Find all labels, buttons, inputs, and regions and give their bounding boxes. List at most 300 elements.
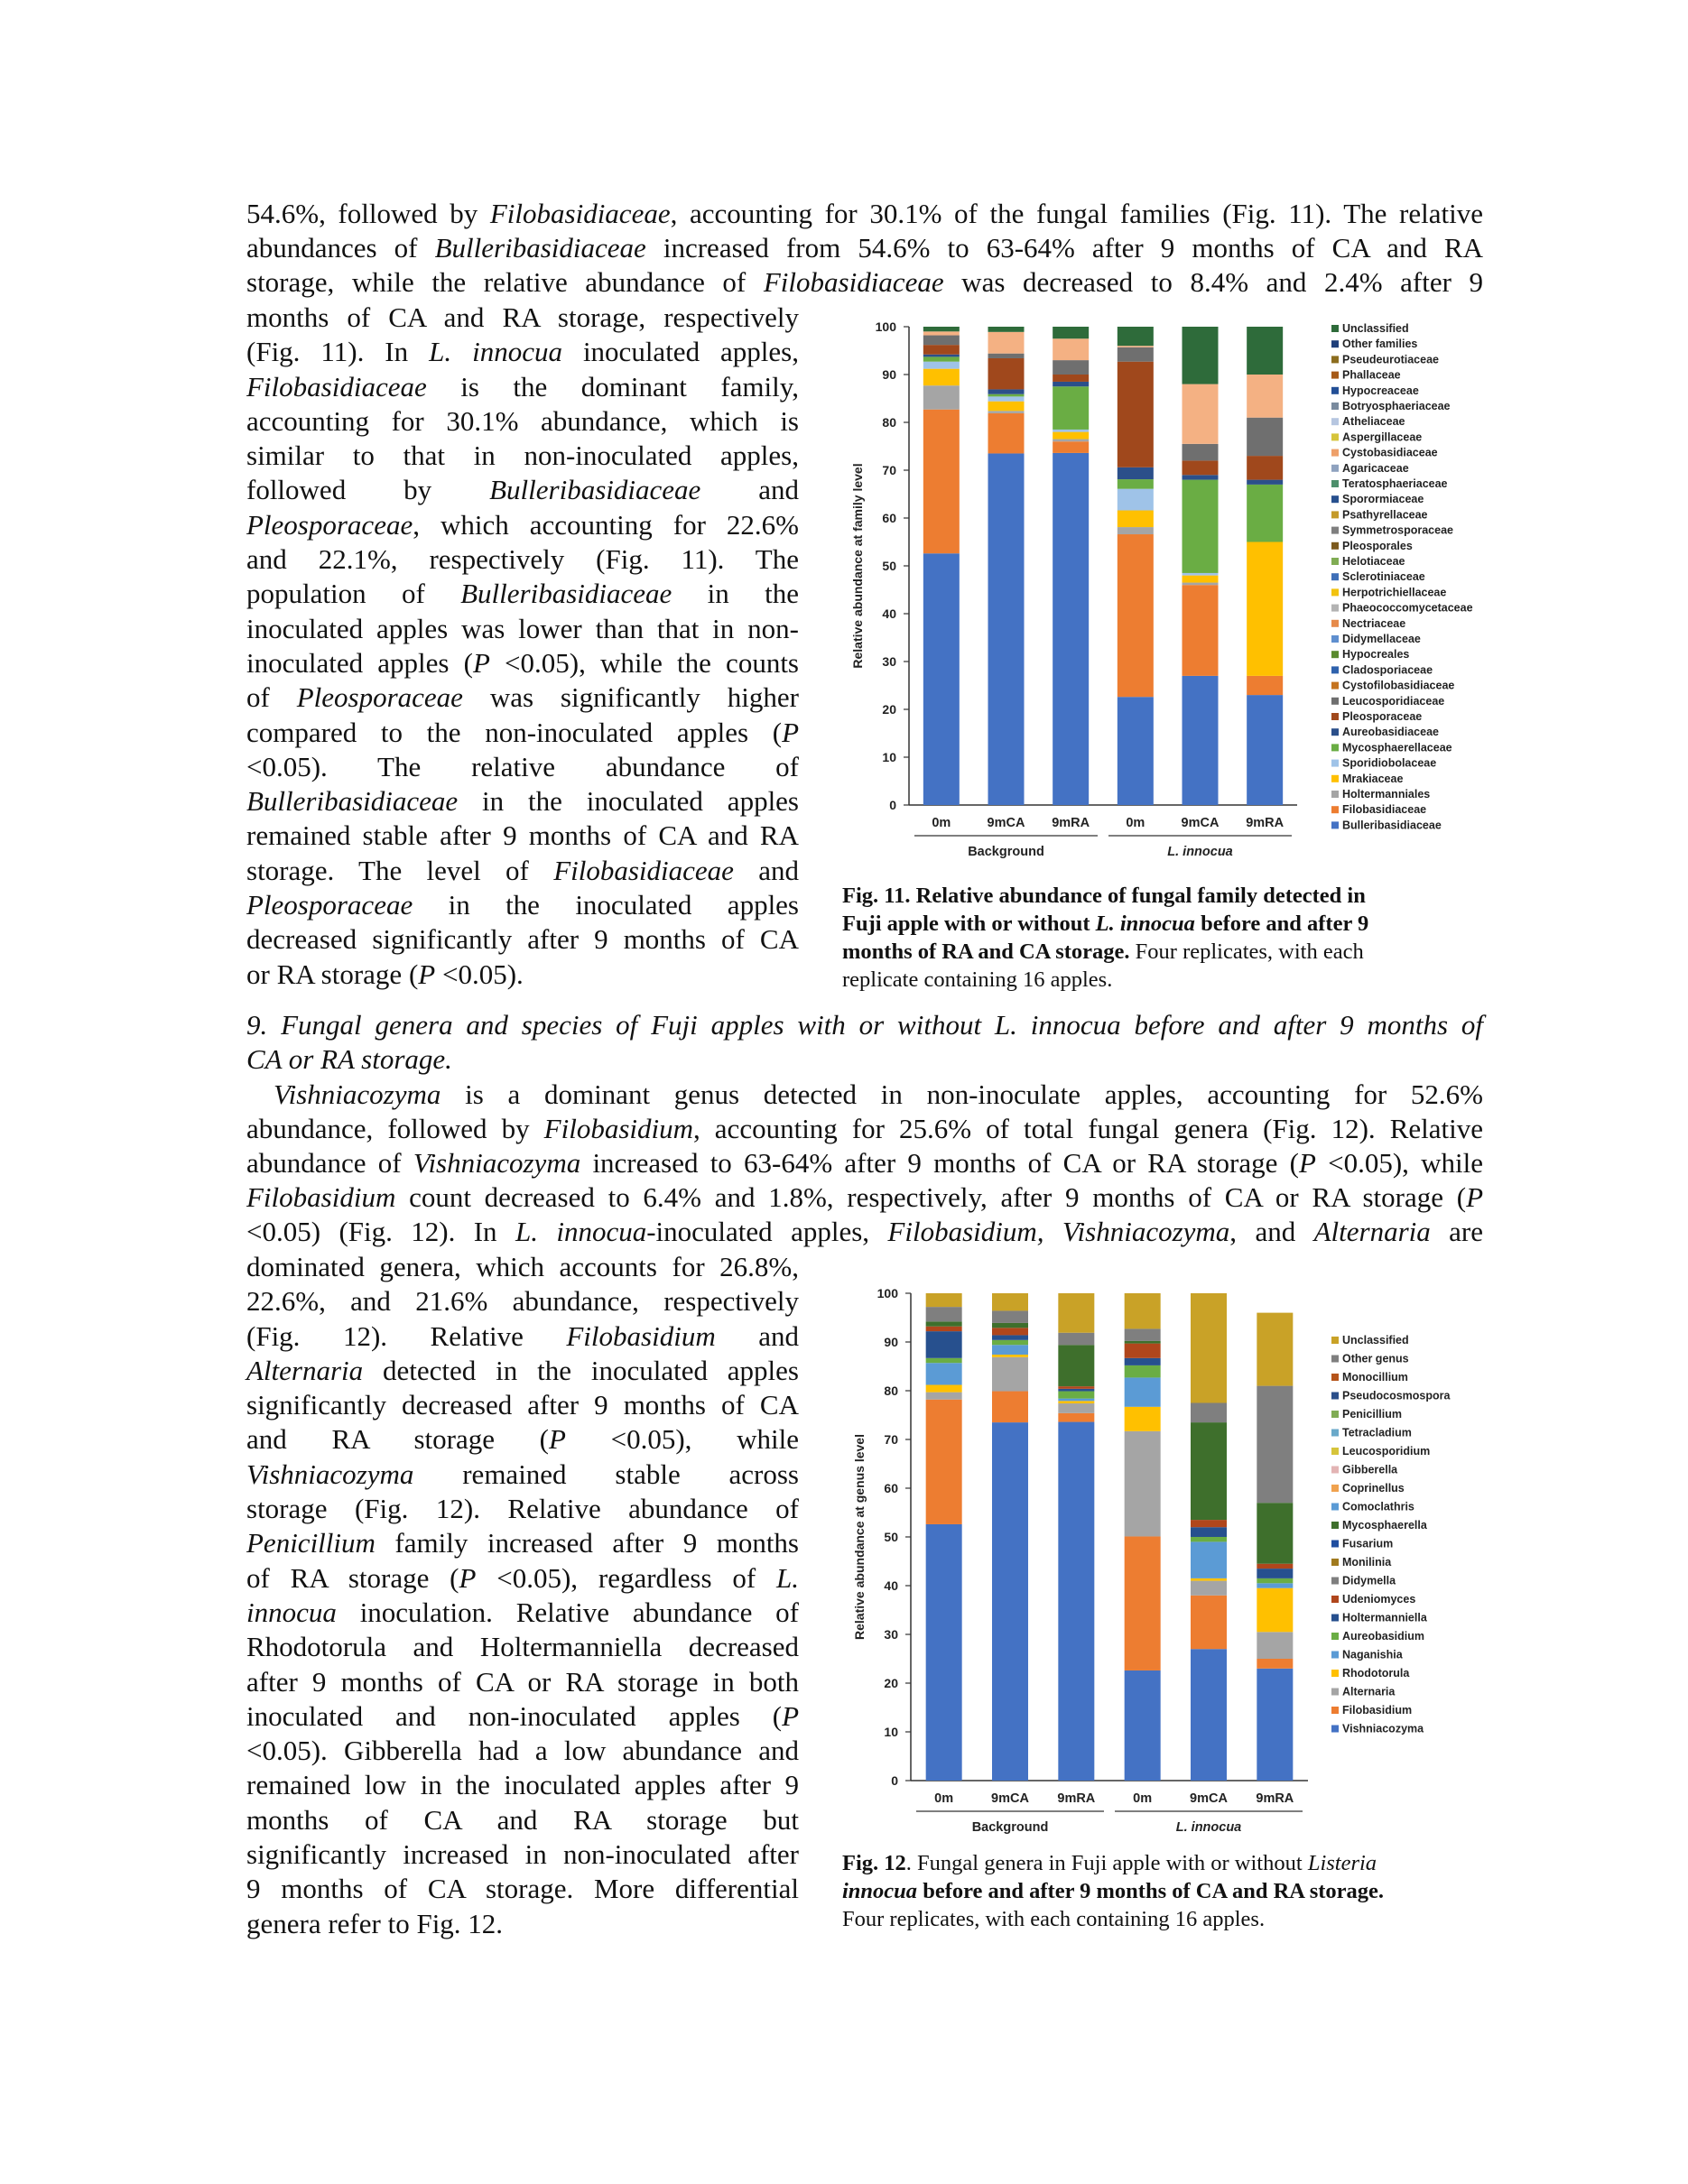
y-tick-label: 0 [889, 798, 896, 812]
bar-segment-holtermanniella [1257, 1569, 1293, 1578]
legend-item: Sporidiobolaceae [1342, 756, 1437, 770]
group-label: Background [968, 845, 1044, 859]
bar-segment-unclassified [1118, 327, 1154, 346]
y-tick-label: 70 [884, 1432, 898, 1447]
bar-segment-unclassified [992, 1293, 1028, 1310]
bar-segment-naganishia [926, 1363, 962, 1384]
legend-swatch [1331, 1411, 1339, 1418]
bar-segment-nectriaceae [1183, 384, 1219, 444]
legend-swatch [1331, 713, 1339, 720]
bar-segment-holtermanniella [1058, 1389, 1094, 1392]
y-tick-label: 20 [884, 1676, 898, 1690]
y-tick-label: 0 [891, 1773, 898, 1788]
text-line: significantly increased in non-inoculated after [246, 1838, 799, 1871]
legend-swatch [1331, 698, 1339, 705]
legend-item: Vishniacozyma [1342, 1722, 1424, 1735]
text-line: 22.6%, and 21.6% abundance, respectively [246, 1285, 799, 1318]
bar-segment-mycosphaerellaceae [923, 356, 960, 361]
y-tick-label: 80 [884, 1384, 898, 1398]
legend-item: Pseudocosmospora [1342, 1389, 1451, 1402]
bar-segment-vishniacozyma [926, 1524, 962, 1781]
legend-item: Leucosporidium [1342, 1445, 1431, 1458]
legend-swatch [1331, 760, 1339, 767]
bar-segment-sporidiobolaceae [1183, 573, 1219, 576]
fig12-chart [808, 1259, 1494, 1835]
bar-segment-filobasidium [1058, 1413, 1094, 1422]
legend-item: Alternaria [1342, 1685, 1396, 1698]
text-line: inoculated apples was lower than that in non- [246, 612, 799, 644]
bar-segment-mycosphaerellaceae [1183, 480, 1219, 573]
bar-segment-aureobasidiaceae [1053, 382, 1089, 386]
legend-item: Mrakiaceae [1342, 772, 1404, 785]
x-tick-label: 0m [1126, 816, 1145, 830]
y-tick-label: 50 [884, 1530, 898, 1544]
legend-item: Monilinia [1342, 1556, 1392, 1569]
y-tick-label: 50 [882, 559, 896, 573]
group-label: L. innocua [1175, 1820, 1242, 1835]
y-tick-label: 80 [882, 415, 896, 430]
bar-segment-mycosphaerellaceae [988, 394, 1025, 397]
text-line: remained low in the inoculated apples after 9 [246, 1769, 799, 1801]
bar-segment-pleosporaceae [1183, 460, 1219, 475]
bar-segment-naganishia [1125, 1377, 1161, 1406]
para1-line1: 54.6%, followed by Filobasidiaceae, accounting for 30.1% of the fungal families (Fig. 11). The relative [246, 198, 1483, 229]
group-label: Background [971, 1820, 1049, 1835]
bar-segment-bulleribasidiaceae [1118, 697, 1154, 805]
text-line: Penicillium family increased after 9 months [246, 1527, 799, 1559]
legend-swatch [1331, 1485, 1339, 1492]
bar-segment-aureobasidium [992, 1340, 1028, 1345]
legend-item: Naganishia [1342, 1648, 1403, 1661]
bar-segment-rhodotorula [1191, 1578, 1227, 1581]
bar-segment-udeniomyces [992, 1328, 1028, 1335]
legend-swatch [1331, 791, 1339, 798]
legend-swatch [1331, 1430, 1339, 1437]
bar-segment-bulleribasidiaceae [923, 553, 960, 805]
bar-segment-filobasidiaceae [1247, 676, 1283, 695]
bar-segment-aureobasidiaceae [923, 355, 960, 357]
legend-swatch [1331, 1726, 1339, 1733]
legend-swatch [1331, 1522, 1339, 1529]
legend-item: Didymella [1342, 1574, 1396, 1587]
bar-segment-vishniacozyma [992, 1422, 1028, 1781]
legend-item: Mycosphaerellaceae [1342, 741, 1452, 754]
x-tick-label: 9mRA [1256, 1791, 1294, 1806]
x-tick-label: 9mCA [987, 816, 1025, 830]
legend-swatch [1331, 433, 1339, 440]
legend-item: Coprinellus [1342, 1482, 1405, 1495]
legend-swatch [1331, 1337, 1339, 1344]
bar-segment-mrakiaceae [1247, 542, 1283, 676]
bar-segment-bulleribasidiaceae [988, 453, 1025, 805]
bar-segment-filobasidiaceae [1118, 534, 1154, 697]
text-line: storage (Fig. 12). Relative abundance of [246, 1493, 799, 1525]
bar-segment-vishniacozyma [1058, 1422, 1094, 1781]
legend-item: Fusarium [1342, 1537, 1394, 1550]
fig12-caption: Fig. 12. Fungal genera in Fuji apple with or without Listeria innocua before and after 9 months of CA and RA storage. Four replicates, with each containing 16 apples. [842, 1851, 1385, 1931]
bar-segment-aureobasidiaceae [1247, 480, 1283, 485]
y-tick-label: 30 [884, 1627, 898, 1642]
bar-segment-mrakiaceae [1183, 576, 1219, 583]
bar-segment-aureobasidiaceae [1118, 467, 1154, 479]
bar-segment-mycosphaerella [992, 1323, 1028, 1328]
bar-segment-unclassified [1058, 1293, 1094, 1333]
bar-segment-alternaria [1191, 1581, 1227, 1596]
bar-segment-aureobasidium [1257, 1578, 1293, 1583]
bar-segment-other-families [923, 336, 960, 346]
bar-segment-unclassified [1183, 327, 1219, 384]
legend-swatch [1331, 1356, 1339, 1363]
text-line: inoculated apples (P <0.05), while the counts [246, 646, 799, 679]
bar-segment-holtermanniella [1191, 1527, 1227, 1537]
y-axis-label: Relative abundance at genus level [852, 1434, 867, 1640]
legend-swatch [1331, 1615, 1339, 1622]
legend-item: Holtermanniales [1342, 788, 1431, 800]
bar-segment-holtermanniella [926, 1331, 962, 1358]
bar-segment-rhodotorula [926, 1385, 962, 1393]
legend-item: Comoclathris [1342, 1500, 1414, 1513]
bar-segment-alternaria [1125, 1431, 1161, 1537]
legend-swatch [1331, 635, 1339, 643]
bar-segment-holtermanniales [1053, 440, 1089, 442]
legend-swatch [1331, 588, 1339, 596]
bar-segment-filobasidiaceae [1183, 585, 1219, 676]
bar-segment-rhodotorula [992, 1355, 1028, 1357]
bar-segment-rhodotorula [1125, 1407, 1161, 1431]
x-tick-label: 0m [1133, 1791, 1153, 1806]
bar-segment-other-families [1183, 444, 1219, 461]
legend-swatch [1331, 340, 1339, 347]
legend-item: Rhodotorula [1342, 1667, 1410, 1680]
legend-swatch [1331, 728, 1339, 736]
text-line: accounting for 30.1% abundance, which is [246, 404, 799, 437]
legend-item: Bulleribasidiaceae [1342, 819, 1442, 832]
bar-segment-nectriaceae [988, 332, 1025, 354]
bar-segment-sporidiobolaceae [923, 362, 960, 369]
legend-item: Didymellaceae [1342, 633, 1421, 645]
legend-swatch [1331, 1393, 1339, 1400]
y-tick-label: 10 [884, 1725, 898, 1739]
legend-swatch [1331, 620, 1339, 627]
bar-segment-alternaria [1058, 1403, 1094, 1413]
legend-swatch [1331, 775, 1339, 782]
bar-segment-other-genus [926, 1307, 962, 1321]
bar-segment-filobasidium [1125, 1536, 1161, 1670]
bar-segment-udeniomyces [1191, 1520, 1227, 1527]
text-line: (Fig. 11). In L. innocua inoculated apples, [246, 336, 799, 368]
text-line: after 9 months of CA or RA storage in both [246, 1665, 799, 1698]
bar-segment-unclassified [1053, 327, 1089, 338]
bar-segment-other-genus [1125, 1328, 1161, 1341]
bar-segment-mycosphaerella [1191, 1422, 1227, 1520]
legend-item: Cladosporiaceae [1342, 663, 1433, 677]
para1-column [246, 301, 799, 992]
bar-segment-sporidiobolaceae [1118, 489, 1154, 511]
text-line: Vishniacozyma remained stable across [246, 1458, 799, 1490]
legend-item: Hypocreaceae [1342, 384, 1419, 397]
legend-swatch [1331, 1374, 1339, 1381]
legend-swatch [1331, 1504, 1339, 1511]
text-line: and 22.1%, respectively (Fig. 11). The [246, 543, 799, 576]
bar-segment-rhodotorula [1257, 1588, 1293, 1633]
legend-item: Leucosporidiaceae [1342, 694, 1445, 708]
x-tick-label: 0m [934, 1791, 954, 1806]
bar-segment-mycosphaerella [926, 1321, 962, 1326]
legend-item: Phaeococcomycetaceae [1342, 601, 1473, 615]
y-tick-label: 30 [882, 654, 896, 669]
bar-segment-holtermanniales [988, 411, 1025, 413]
bar-segment-filobasidium [1257, 1659, 1293, 1669]
bar-segment-other-families [1053, 360, 1089, 375]
bar-segment-nectriaceae [1053, 338, 1089, 360]
legend-item: Atheliaceae [1342, 415, 1405, 429]
text-line: storage. The level of Filobasidiaceae and [246, 854, 799, 886]
bar-segment-udeniomyces [1058, 1386, 1094, 1389]
text-line: dominated genera, which accounts for 26.8%, [246, 1251, 799, 1282]
x-tick-label: 9mCA [1190, 1791, 1228, 1806]
bar-segment-filobasidiaceae [1053, 441, 1089, 453]
legend-swatch [1331, 1467, 1339, 1474]
y-tick-label: 60 [884, 1481, 898, 1495]
y-tick-label: 40 [884, 1578, 898, 1593]
fig11-caption: Fig. 11. Relative abundance of fungal family detected in Fuji apple with or without L. innocua before and after 9 months of RA and CA storage. Four replicates, with each replicate containing 16 apples. [842, 884, 1369, 992]
fig11-chart [808, 307, 1494, 866]
legend-item: Symmetrosporaceae [1342, 523, 1453, 537]
legend-item: Sporormiaceae [1342, 493, 1424, 506]
bar-segment-mycosphaerellaceae [1247, 485, 1283, 542]
text-line: decreased significantly after 9 months of CA [246, 923, 799, 956]
para2-line4: Filobasidium count decreased to 6.4% and 1.8%, respectively, after 9 months of CA or RA storage (P [246, 1181, 1483, 1213]
text-line: Alternaria detected in the inoculated apples [246, 1354, 799, 1386]
legend-swatch [1331, 821, 1339, 828]
bar-segment-aureobasidium [926, 1358, 962, 1363]
bar-segment-vishniacozyma [1191, 1649, 1227, 1781]
legend-swatch [1331, 1670, 1339, 1677]
bar-segment-other-genus [992, 1310, 1028, 1323]
text-line: of RA storage (P <0.05), regardless of L. [246, 1561, 799, 1594]
legend-swatch [1331, 511, 1339, 518]
bar-segment-nectriaceae [1247, 375, 1283, 418]
group-label: L. innocua [1167, 845, 1233, 859]
text-line: compared to the non-inoculated apples (P [246, 716, 799, 748]
text-line: innocua inoculation. Relative abundance of [246, 1596, 799, 1628]
bar-segment-aureobasidium [1125, 1365, 1161, 1378]
text-line: similar to that in non-inoculated apples, [246, 440, 799, 472]
text-line: Rhodotorula and Holtermanniella decreased [246, 1631, 799, 1663]
legend-item: Unclassified [1342, 1334, 1409, 1346]
bar-segment-udeniomyces [1257, 1564, 1293, 1569]
legend-swatch [1331, 495, 1339, 503]
legend-item: Gibberella [1342, 1463, 1398, 1476]
text-line: inoculated and non-inoculated apples (P [246, 1699, 799, 1732]
legend-swatch [1331, 356, 1339, 363]
legend-item: Mycosphaerella [1342, 1519, 1427, 1532]
legend-swatch [1331, 1596, 1339, 1603]
bar-segment-bulleribasidiaceae [1183, 676, 1219, 805]
legend-swatch [1331, 666, 1339, 673]
text-line: 9 months of CA storage. More differential [246, 1873, 799, 1905]
bar-segment-mrakiaceae [1118, 511, 1154, 528]
legend-item: Monocillium [1342, 1371, 1408, 1384]
legend-item: Udeniomyces [1342, 1593, 1416, 1606]
bar-segment-aureobasidium [1058, 1392, 1094, 1399]
text-line: <0.05). Gibberella had a low abundance and [246, 1735, 799, 1767]
bar-segment-pleosporaceae [1053, 375, 1089, 382]
legend-swatch [1331, 387, 1339, 394]
bar-segment-other-families [988, 354, 1025, 358]
text-line: months of CA and RA storage, respectively [246, 301, 799, 333]
bar-segment-alternaria [926, 1393, 962, 1400]
bar-segment-aureobasidium [1191, 1537, 1227, 1541]
legend-swatch [1331, 527, 1339, 534]
legend-swatch [1331, 682, 1339, 689]
bar-segment-holtermanniales [1183, 583, 1219, 586]
legend-swatch [1331, 418, 1339, 425]
legend-item: Psathyrellaceae [1342, 508, 1428, 522]
bar-segment-holtermanniella [1125, 1358, 1161, 1365]
legend-swatch [1331, 1633, 1339, 1640]
bar-segment-unclassified [988, 327, 1025, 332]
bar-segment-udeniomyces [926, 1327, 962, 1331]
bar-segment-filobasidium [1191, 1596, 1227, 1649]
bar-segment-alternaria [1257, 1632, 1293, 1659]
bar-segment-rhodotorula [1058, 1401, 1094, 1403]
x-tick-label: 9mCA [1181, 816, 1220, 830]
bar-segment-mycosphaerella [1058, 1345, 1094, 1386]
bar-segment-sporidiobolaceae [988, 396, 1025, 401]
legend-swatch [1331, 605, 1339, 612]
bar-segment-aureobasidiaceae [988, 389, 1025, 393]
y-tick-label: 100 [875, 319, 896, 334]
text-line: genera refer to Fig. 12. [246, 1907, 504, 1939]
bar-segment-naganishia [992, 1345, 1028, 1355]
legend-swatch [1331, 651, 1339, 658]
bar-segment-unclassified [1247, 327, 1283, 375]
bar-segment-unclassified [1191, 1293, 1227, 1403]
legend-item: Hypocreales [1342, 648, 1410, 662]
x-tick-label: 9mRA [1057, 1791, 1096, 1806]
legend-item: Botryosphaeriaceae [1342, 400, 1451, 412]
text-line: followed by Bulleribasidiaceae and [246, 474, 799, 506]
bar-segment-other-genus [1191, 1403, 1227, 1423]
bar-segment-bulleribasidiaceae [1053, 453, 1089, 805]
legend-swatch [1331, 806, 1339, 813]
bar-segment-pleosporaceae [1118, 362, 1154, 467]
legend-item: Pleosporaceae [1342, 710, 1423, 723]
text-line: population of Bulleribasidiaceae in the [246, 578, 799, 610]
bar-segment-unclassified [1125, 1293, 1161, 1328]
bar-segment-unclassified [923, 327, 960, 331]
text-line: Pleosporaceae in the inoculated apples [246, 889, 799, 921]
bar-segment-pleosporaceae [923, 345, 960, 355]
bar-segment-bulleribasidiaceae [1247, 695, 1283, 805]
text-line: of Pleosporaceae was significantly higher [246, 681, 799, 714]
legend-item: Tetracladium [1342, 1426, 1412, 1439]
bar-segment-naganishia [1257, 1583, 1293, 1587]
bar-segment-mrakiaceae [1053, 432, 1089, 440]
bar-segment-holtermanniales [1118, 527, 1154, 534]
bar-segment-mrakiaceae [988, 402, 1025, 412]
x-tick-label: 9mRA [1052, 816, 1090, 830]
legend-swatch [1331, 1578, 1339, 1585]
legend-swatch [1331, 573, 1339, 580]
legend-item: Aureobasidiaceae [1342, 726, 1439, 739]
legend-item: Herpotrichiellaceae [1342, 586, 1447, 599]
bar-segment-pleosporaceae [988, 358, 1025, 389]
legend-item: Sclerotiniaceae [1342, 570, 1425, 584]
bar-segment-filobasidiaceae [923, 410, 960, 554]
y-tick-label: 90 [884, 1335, 898, 1349]
para2-column [246, 1250, 799, 1941]
legend-item: Agaricaceae [1342, 461, 1409, 475]
y-tick-label: 40 [882, 606, 896, 621]
text-line: Pleosporaceae, which accounting for 22.6% [246, 508, 799, 541]
bar-segment-nectriaceae [1118, 346, 1154, 347]
legend-swatch [1331, 1707, 1339, 1714]
x-tick-label: 9mRA [1246, 816, 1285, 830]
bar-segment-unclassified [1257, 1313, 1293, 1386]
legend-swatch [1331, 372, 1339, 379]
y-tick-label: 10 [882, 750, 896, 764]
legend-item: Other genus [1342, 1352, 1409, 1365]
bar-segment-udeniomyces [1125, 1344, 1161, 1358]
text-line: Bulleribasidiaceae in the inoculated apples [246, 785, 799, 818]
text-line: remained stable after 9 months of CA and RA [246, 819, 799, 852]
legend-swatch [1331, 542, 1339, 550]
bar-segment-mycosphaerellaceae [1118, 479, 1154, 489]
para2-line1: Vishniacozyma is a dominant genus detected in non-inoculate apples, accounting for 52.6% [274, 1078, 1483, 1110]
legend-item: Pleosporales [1342, 539, 1413, 552]
para2-line2: abundance, followed by Filobasidium, accounting for 25.6% of total fungal genera (Fig. 12). Relative [246, 1113, 1484, 1144]
bar-segment-pleosporaceae [1247, 456, 1283, 479]
para1-line2: abundances of Bulleribasidiaceae increased from 54.6% to 63-64% after 9 months of CA and RA [246, 232, 1483, 264]
legend-item: Pseudeurotiaceae [1342, 353, 1439, 366]
text-line: or RA storage (P <0.05). [246, 958, 524, 990]
bar-segment-sporidiobolaceae [1053, 430, 1089, 432]
bar-segment-holtermanniales [923, 385, 960, 410]
bar-segment-naganishia [1058, 1399, 1094, 1402]
legend-item: Helotiaceae [1342, 555, 1405, 568]
bar-segment-filobasidiaceae [988, 413, 1025, 454]
para1-line3: storage, while the relative abundance of Filobasidiaceae was decreased to 8.4% and 2.4% after 9 [246, 266, 1483, 298]
bar-segment-other-genus [1257, 1386, 1293, 1504]
legend-swatch [1331, 1689, 1339, 1696]
y-tick-label: 90 [882, 367, 896, 382]
legend-item: Holtermanniella [1342, 1611, 1427, 1624]
legend-swatch [1331, 558, 1339, 565]
bar-segment-mycosphaerella [1257, 1503, 1293, 1564]
bar-segment-mycosphaerella [1125, 1341, 1161, 1344]
legend-item: Teratosphaeriaceae [1342, 477, 1448, 490]
text-line: months of CA and RA storage but [246, 1803, 799, 1836]
legend-item: Nectriaceae [1342, 616, 1406, 630]
text-line: and RA storage (P <0.05), while [246, 1423, 799, 1456]
legend-item: Cystofilobasidiaceae [1342, 679, 1455, 692]
y-tick-label: 100 [876, 1286, 898, 1300]
legend-swatch [1331, 1559, 1339, 1566]
x-tick-label: 9mCA [991, 1791, 1029, 1806]
bar-segment-naganishia [1191, 1541, 1227, 1578]
text-line: significantly decreased after 9 months of CA [246, 1389, 799, 1421]
legend-item: Cystobasidiaceae [1342, 446, 1438, 459]
legend-item: Penicillium [1342, 1408, 1402, 1421]
legend-swatch [1331, 465, 1339, 472]
legend-swatch [1331, 403, 1339, 410]
y-tick-label: 60 [882, 511, 896, 525]
bar-segment-nectriaceae [923, 331, 960, 335]
legend-swatch [1331, 480, 1339, 487]
section-title: 9. Fungal genera and species of Fuji apples with or without L. innocua before and after 9 months of CA or RA storage. [246, 1009, 1483, 1076]
